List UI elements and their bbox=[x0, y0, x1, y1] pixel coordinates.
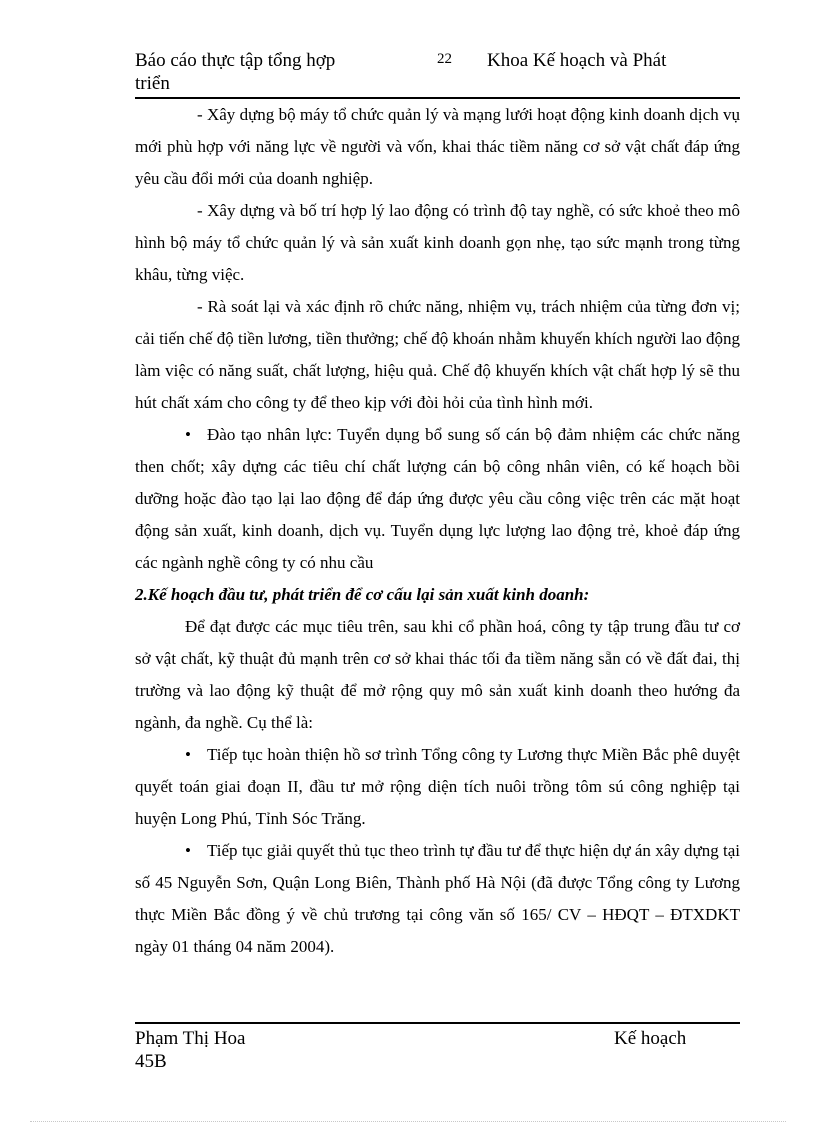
bullet-text-project: Tiếp tục giải quyết thủ tục theo trình tự đầu tư để thực hiện dự án xây dựng tại số 45 Nguyễn Sơn, Quận Long Biên, Thành phố Hà Nội (đã được Tổng công ty Lương thực Miền Bắc đồng ý về chủ trương tại công văn số 165/ CV – HĐQT – ĐTXDKT ngày 01 tháng 04 năm 2004). bbox=[135, 841, 740, 956]
paragraph-dash-1: - Xây dựng bộ máy tổ chức quản lý và mạng lưới hoạt động kinh doanh dịch vụ mới phù hợp với năng lực về người và vốn, khai thác tiềm năng cơ sở vật chất đáp ứng yêu cầu đổi mới của doanh nghiệp. bbox=[135, 105, 740, 188]
page-header bbox=[135, 49, 740, 97]
bullet-paragraph-approval bbox=[135, 739, 740, 835]
bullet-text-training: Đào tạo nhân lực: Tuyển dụng bổ sung số cán bộ đảm nhiệm các chức năng then chốt; xây dựng các tiêu chí chất lượng cán bộ công nhân viên, có kế hoạch bồi dưỡng hoặc đào tạo lại lao động để đáp ứng được yêu cầu công việc trên các mặt hoạt động sản xuất, kinh doanh, dịch vụ. Tuyển dụng lực lượng lao động trẻ, khoẻ đáp ứng các ngành nghề công ty có nhu cầu bbox=[135, 425, 740, 572]
paragraph-dash-2: - Xây dựng và bố trí hợp lý lao động có trình độ tay nghề, có sức khoẻ theo mô hình bộ máy tổ chức quản lý và sản xuất kinh doanh gọn nhẹ, tạo sức mạnh trong từng khâu, từng việc. bbox=[135, 201, 740, 284]
bullet-icon: • bbox=[185, 745, 191, 764]
document-body bbox=[135, 99, 740, 963]
footer-author bbox=[135, 1027, 245, 1073]
page-bottom-edge bbox=[30, 1121, 786, 1122]
header-faculty: Khoa Kế hoạch và Phát bbox=[487, 50, 667, 71]
footer-rule bbox=[135, 1022, 740, 1024]
bullet-paragraph-project bbox=[135, 835, 740, 963]
section-heading: 2.Kế hoạch đầu tư, phát triển để cơ cấu lại sản xuất kinh doanh: bbox=[135, 585, 590, 604]
bullet-text-approval: Tiếp tục hoàn thiện hồ sơ trình Tổng công ty Lương thực Miền Bắc phê duyệt quyết toán giai đoạn II, đầu tư mở rộng diện tích nuôi trồng tôm sú công nghiệp tại huyện Long Phú, Tỉnh Sóc Trăng. bbox=[135, 745, 740, 828]
header-left-line-1: Báo cáo thực tập tổng hợp bbox=[135, 50, 336, 71]
page-number: 22 bbox=[437, 51, 452, 67]
bullet-paragraph-training bbox=[135, 419, 740, 579]
bullet-icon: • bbox=[185, 425, 191, 444]
bullet-icon: • bbox=[185, 841, 191, 860]
footer-department: Kế hoạch bbox=[614, 1028, 687, 1049]
paragraph-dash-3: - Rà soát lại và xác định rõ chức năng, nhiệm vụ, trách nhiệm của từng đơn vị; cải tiến chế độ tiền lương, tiền thưởng; chế độ khoán nhằm khuyến khích người lao động làm việc có năng suất, chất lượng, hiệu quả. Chế độ khuyến khích vật chất hợp lý sẽ thu hút chất xám cho công ty để theo kịp với đòi hỏi của tình hình mới. bbox=[135, 297, 740, 412]
paragraph-intro: Để đạt được các mục tiêu trên, sau khi cổ phần hoá, công ty tập trung đầu tư cơ sở vật chất, kỹ thuật đủ mạnh trên cơ sở khai thác tối đa tiềm năng sẵn có về đất đai, thị trường và lao động kỹ thuật để mở rộng quy mô sản xuất kinh doanh theo hướng đa ngành, đa nghề. Cụ thể là: bbox=[135, 617, 740, 732]
header-left-line-2: triển bbox=[135, 73, 170, 94]
footer-left-line-1: Phạm Thị Hoa bbox=[135, 1028, 246, 1049]
footer-left-line-2: 45B bbox=[135, 1051, 167, 1072]
page-footer bbox=[135, 1027, 740, 1077]
header-report-title bbox=[135, 49, 405, 95]
